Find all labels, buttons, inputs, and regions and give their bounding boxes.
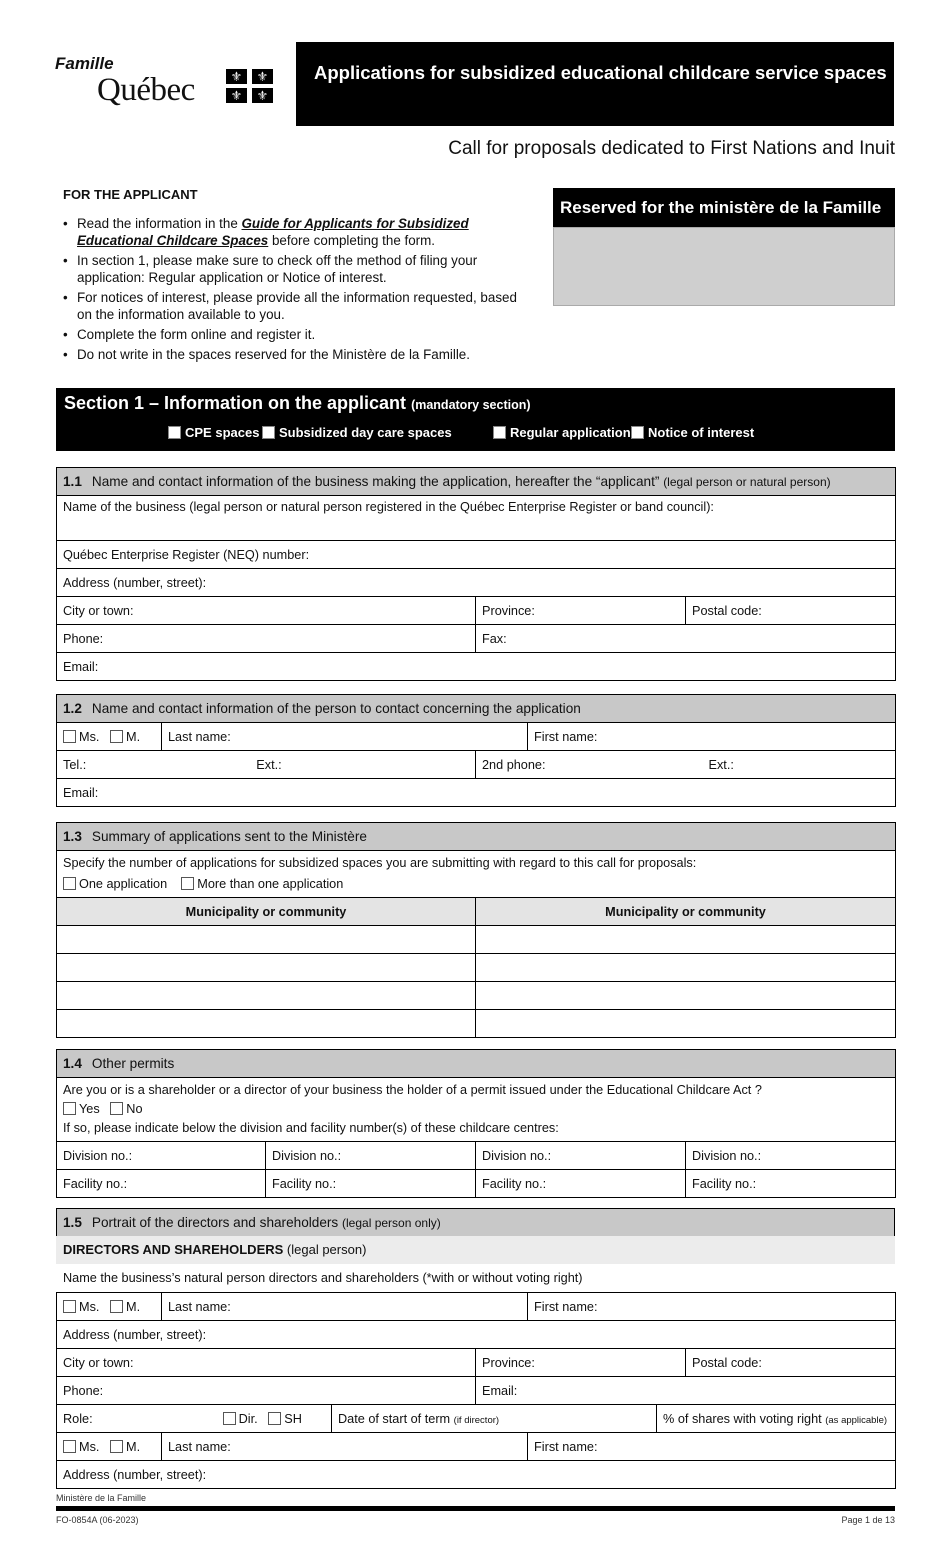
section-1-5-header-table (56, 1208, 895, 1237)
tel-field[interactable]: Tel.: Ext.: (57, 751, 476, 779)
page-number: Page 1 de 13 (841, 1515, 895, 1525)
sh-checkbox[interactable] (268, 1412, 281, 1425)
form-subtitle: Call for proposals dedicated to First Nations and Inuit (448, 138, 895, 159)
contact-email-field[interactable]: Email: (57, 779, 896, 807)
business-name-field[interactable]: Name of the business (legal person or natural person registered in the Québec Enterprise Register or band council): (57, 496, 896, 541)
director-first-name-field[interactable]: First name: (528, 1293, 896, 1321)
neq-field[interactable]: Québec Enterprise Register (NEQ) number: (57, 541, 896, 569)
applications-question: Specify the number of applications for subsidized spaces you are submitting with regard to this call for proposals: (63, 856, 697, 870)
instructions-list (63, 215, 533, 366)
m-checkbox[interactable] (110, 1300, 123, 1313)
municipality-cell[interactable] (57, 954, 476, 982)
director-province-field[interactable]: Province: (476, 1349, 686, 1377)
section-1-1-header: 1.1 Name and contact information of the business making the application, hereafter the “applicant” (legal person or natural person) (57, 468, 896, 496)
division-no-field[interactable]: Division no.: (686, 1142, 896, 1170)
director-address-field[interactable]: Address (number, street): (57, 1321, 896, 1349)
famille-quebec-logo (55, 52, 280, 112)
director-phone-field[interactable]: Phone: (57, 1377, 476, 1405)
footer-ministry: Ministère de la Famille (56, 1493, 147, 1503)
form-title: Applications for subsidized educational childcare service spaces (296, 42, 894, 126)
fleur-de-lis-icon: ⚜ ⚜ ⚜ ⚜ (226, 69, 273, 103)
section-1-1-table (56, 467, 896, 681)
subsidized-spaces-checkbox[interactable]: Subsidized day care spaces (262, 425, 452, 440)
ms-checkbox[interactable] (63, 1300, 76, 1313)
director-last-name-field[interactable]: Last name: (162, 1433, 528, 1461)
ms-checkbox[interactable] (63, 730, 76, 743)
facility-no-field[interactable]: Facility no.: (57, 1170, 266, 1198)
city-field[interactable]: City or town: (57, 597, 476, 625)
reserved-area (553, 227, 895, 306)
m-checkbox[interactable] (110, 730, 123, 743)
section-1-5-header: 1.5 Portrait of the directors and shareholders (legal person only) (57, 1209, 895, 1237)
list-item: • Complete the form online and register it. (63, 326, 533, 343)
m-checkbox[interactable] (110, 1440, 123, 1453)
postal-code-field[interactable]: Postal code: (686, 597, 896, 625)
list-item: • In section 1, please make sure to check off the method of filing your application: Regular application or Notice of interest. (63, 252, 533, 286)
directors-subheading: DIRECTORS AND SHAREHOLDERS (legal person) (56, 1236, 895, 1264)
logo-famille-text: Famille (55, 54, 114, 73)
municipality-cell[interactable] (476, 1010, 896, 1038)
section-1-3-table: 1.3 Summary of applications sent to the Ministère Specify the number of applications for subsidized spaces you are submitting with regard to this call for proposals: One application More than one application Municipality or community Municipality or community (56, 822, 896, 1038)
last-name-field[interactable]: Last name: (162, 723, 528, 751)
one-application-checkbox[interactable] (63, 877, 76, 890)
section-1-4-header: 1.4 Other permits (57, 1050, 896, 1078)
section-1-2-table (56, 694, 896, 807)
regular-application-checkbox[interactable]: Regular application (493, 425, 631, 440)
directors-table (56, 1292, 896, 1489)
division-no-field[interactable]: Division no.: (57, 1142, 266, 1170)
first-name-field[interactable]: First name: (528, 723, 896, 751)
municipality-cell[interactable] (57, 1010, 476, 1038)
permit-instruction: If so, please indicate below the division and facility number(s) of these childcare centres: (63, 1121, 559, 1135)
director-first-name-field[interactable]: First name: (528, 1433, 896, 1461)
more-applications-checkbox[interactable] (181, 877, 194, 890)
second-phone-field[interactable]: 2nd phone: Ext.: (476, 751, 896, 779)
list-item: • Read the information in the Guide for Applicants for Subsidized Educational Childcare Spaces before completing the form. (63, 215, 533, 249)
director-title-checkboxes[interactable]: Ms. M. (57, 1433, 162, 1461)
municipality-cell[interactable] (57, 926, 476, 954)
notice-of-interest-checkbox[interactable]: Notice of interest (631, 425, 754, 440)
director-city-field[interactable]: City or town: (57, 1349, 476, 1377)
fax-field[interactable]: Fax: (476, 625, 896, 653)
section-1-2-header: 1.2 Name and contact information of the person to contact concerning the application (57, 695, 896, 723)
date-of-term-field[interactable]: Date of start of term (if director) (332, 1405, 657, 1433)
municipality-cell[interactable] (476, 954, 896, 982)
municipality-column-header: Municipality or community (476, 898, 896, 926)
dir-checkbox[interactable] (223, 1412, 236, 1425)
director-email-field[interactable]: Email: (476, 1377, 896, 1405)
form-code: FO-0854A (06-2023) (56, 1515, 139, 1525)
cpe-spaces-checkbox[interactable]: CPE spaces (168, 425, 259, 440)
facility-no-field[interactable]: Facility no.: (266, 1170, 476, 1198)
logo-quebec-text: Québec (97, 72, 195, 108)
phone-field[interactable]: Phone: (57, 625, 476, 653)
director-last-name-field[interactable]: Last name: (162, 1293, 528, 1321)
no-checkbox[interactable] (110, 1102, 123, 1115)
permit-question: Are you or is a shareholder or a director of your business the holder of a permit issued under the Educational Childcare Act ? (63, 1083, 762, 1097)
municipality-cell[interactable] (57, 982, 476, 1010)
facility-no-field[interactable]: Facility no.: (686, 1170, 896, 1198)
municipality-cell[interactable] (476, 926, 896, 954)
address-field[interactable]: Address (number, street): (57, 569, 896, 597)
ms-checkbox[interactable] (63, 1440, 76, 1453)
section-1-3-header: 1.3 Summary of applications sent to the Ministère (57, 823, 896, 851)
footer-divider (56, 1506, 895, 1511)
reserved-heading: Reserved for the ministère de la Famille (553, 188, 895, 227)
list-item: • Do not write in the spaces reserved for the Ministère de la Famille. (63, 346, 533, 363)
title-checkboxes[interactable]: Ms. M. (57, 723, 162, 751)
shares-field[interactable]: % of shares with voting right (as applicable) (657, 1405, 896, 1433)
email-field[interactable]: Email: (57, 653, 896, 681)
section-1-title: Section 1 – Information on the applicant (mandatory section) (64, 393, 531, 413)
province-field[interactable]: Province: (476, 597, 686, 625)
role-field[interactable]: Role: Dir. SH (57, 1405, 332, 1433)
yes-checkbox[interactable] (63, 1102, 76, 1115)
director-postal-code-field[interactable]: Postal code: (686, 1349, 896, 1377)
facility-no-field[interactable]: Facility no.: (476, 1170, 686, 1198)
section-1-header (56, 388, 895, 451)
division-no-field[interactable]: Division no.: (266, 1142, 476, 1170)
applicant-heading: FOR THE APPLICANT (63, 187, 198, 202)
municipality-cell[interactable] (476, 982, 896, 1010)
guide-link[interactable]: Guide for Applicants for Subsidized Educational Childcare Spaces (77, 216, 469, 248)
director-title-checkboxes[interactable]: Ms. M. (57, 1293, 162, 1321)
list-item: • For notices of interest, please provide all the information requested, based on the information available to you. (63, 289, 533, 323)
directors-instruction: Name the business’s natural person directors and shareholders (*with or without voting right) (63, 1271, 583, 1285)
director-address-field[interactable]: Address (number, street): (57, 1461, 896, 1489)
municipality-column-header: Municipality or community (57, 898, 476, 926)
section-1-4-table: 1.4 Other permits Are you or is a shareholder or a director of your business the holder of a permit issued under the Educational Childcare Act ? Yes No If so, please indicate below the division and facility number(s) of these childcare centres: Division no.: Division no.: Division no.: Division no.: Facility no.: Facility no.: Facility no.: Facility no.: (56, 1049, 896, 1198)
division-no-field[interactable]: Division no.: (476, 1142, 686, 1170)
